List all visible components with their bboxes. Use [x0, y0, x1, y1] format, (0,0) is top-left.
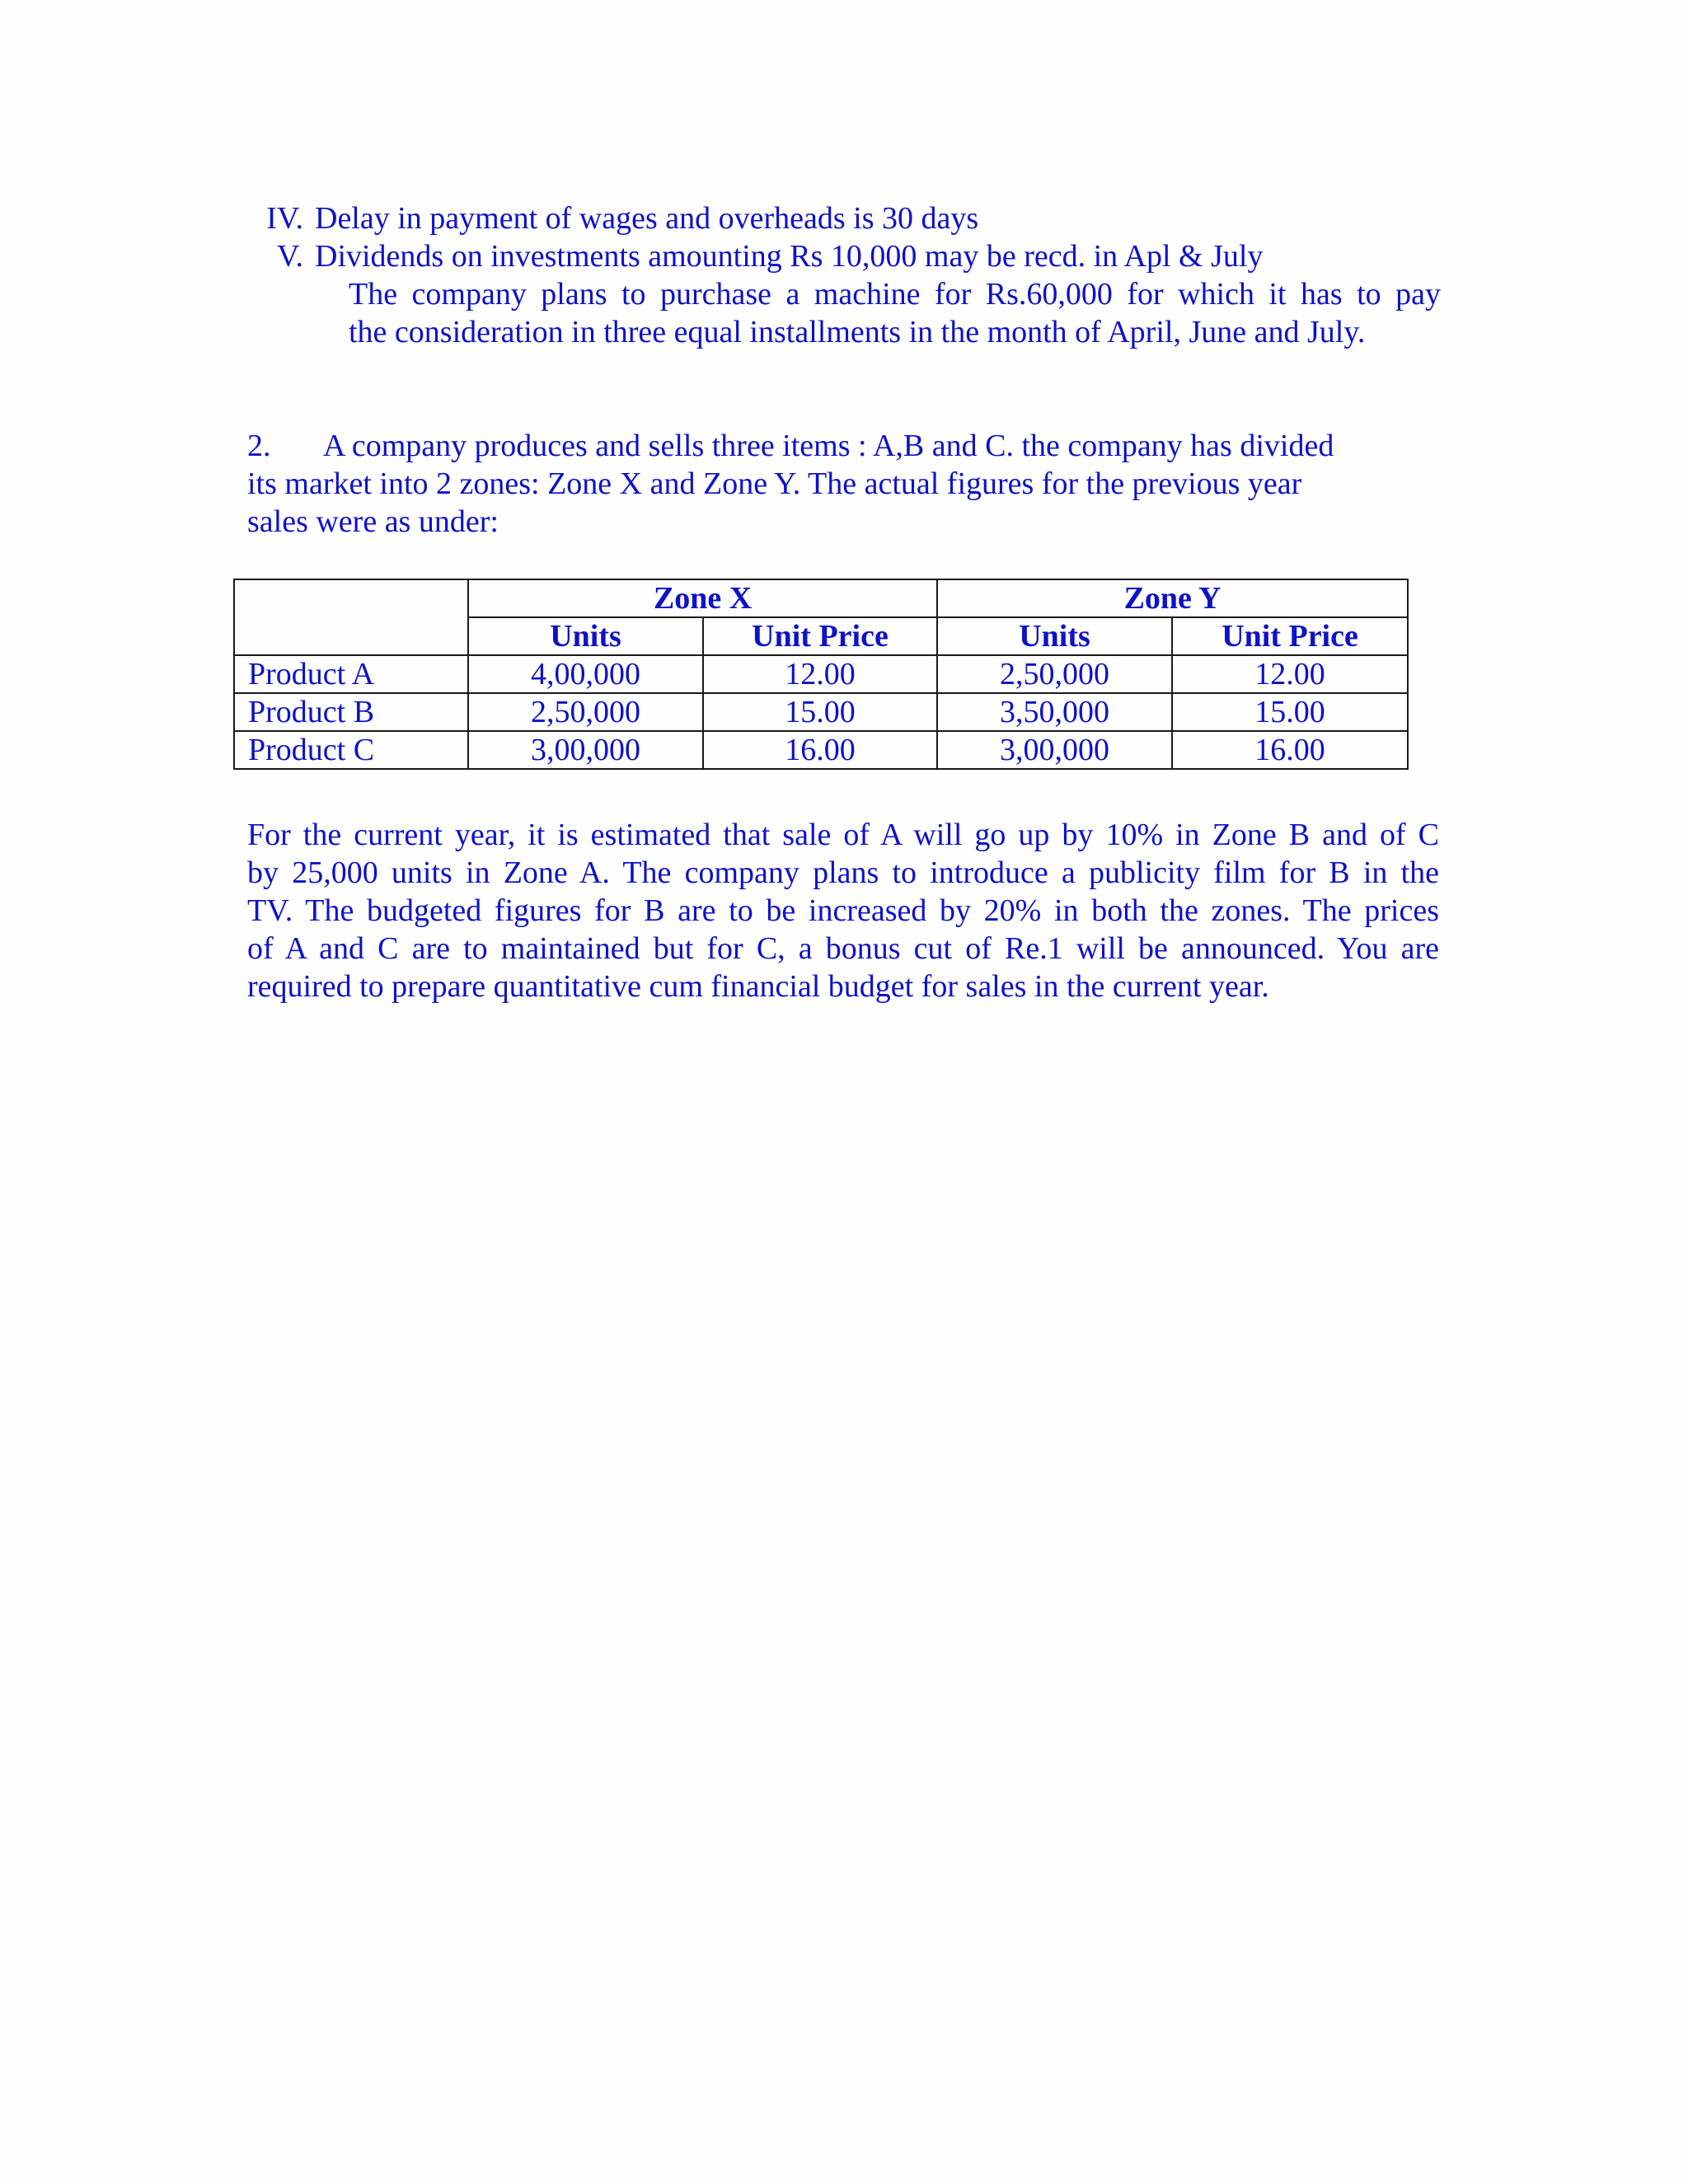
units-cell: 4,00,000 [468, 655, 703, 693]
list-number: V. [276, 239, 303, 274]
machine-note-line-2: the consideration in three equal installments in the month of April, June and July. [349, 315, 1366, 349]
estimate-line-4: of A and C are to maintained but for C, a bonus cut of Re.1 will be announced. You are [247, 931, 1439, 966]
table-row [234, 693, 1408, 731]
list-number: IV. [266, 201, 303, 236]
list-text: Delay in payment of wages and overheads is 30 days [315, 201, 979, 236]
zone-y-header: Zone Y [937, 579, 1408, 617]
question-2-line-1 [247, 427, 1334, 465]
units-cell: 3,50,000 [937, 693, 1172, 731]
column-header: Units [937, 617, 1172, 655]
estimate-line-5: required to prepare quantitative cum financial budget for sales in the current year. [247, 969, 1269, 1004]
list-item-iv [247, 199, 978, 237]
column-header: Unit Price [1172, 617, 1408, 655]
question-number: 2. [247, 429, 271, 463]
price-cell: 15.00 [703, 693, 937, 731]
product-name-cell: Product A [234, 655, 468, 693]
table-zone-header-row [234, 579, 1408, 617]
list-item-v [247, 237, 1263, 275]
question-text: A company produces and sells three items : A,B and C. the company has divided [323, 429, 1334, 463]
units-cell: 3,00,000 [937, 731, 1172, 769]
price-cell: 12.00 [1172, 655, 1408, 693]
machine-note-line-1: The company plans to purchase a machine for Rs.60,000 for which it has to pay [349, 277, 1441, 312]
table-row [234, 731, 1408, 769]
price-cell: 15.00 [1172, 693, 1408, 731]
price-cell: 16.00 [703, 731, 937, 769]
question-2-line-3: sales were as under: [247, 504, 499, 539]
question-2-line-2: its market into 2 zones: Zone X and Zone Y. The actual figures for the previous year [247, 466, 1302, 501]
estimate-line-2: by 25,000 units in Zone A. The company plans to introduce a publicity film for B in the [247, 855, 1439, 890]
estimate-line-3: TV. The budgeted figures for B are to be increased by 20% in both the zones. The prices [247, 893, 1439, 928]
zone-x-header: Zone X [468, 579, 937, 617]
units-cell: 2,50,000 [937, 655, 1172, 693]
table-row [234, 655, 1408, 693]
column-header: Units [468, 617, 703, 655]
column-header: Unit Price [703, 617, 937, 655]
list-text: Dividends on investments amounting Rs 10,000 may be recd. in Apl & July [315, 239, 1264, 274]
table-corner-cell [234, 579, 468, 655]
units-cell: 3,00,000 [468, 731, 703, 769]
product-name-cell: Product B [234, 693, 468, 731]
estimate-line-1: For the current year, it is estimated that sale of A will go up by 10% in Zone B and of C [247, 818, 1439, 852]
price-cell: 16.00 [1172, 731, 1408, 769]
price-cell: 12.00 [703, 655, 937, 693]
units-cell: 2,50,000 [468, 693, 703, 731]
sales-table [233, 579, 1409, 770]
product-name-cell: Product C [234, 731, 468, 769]
